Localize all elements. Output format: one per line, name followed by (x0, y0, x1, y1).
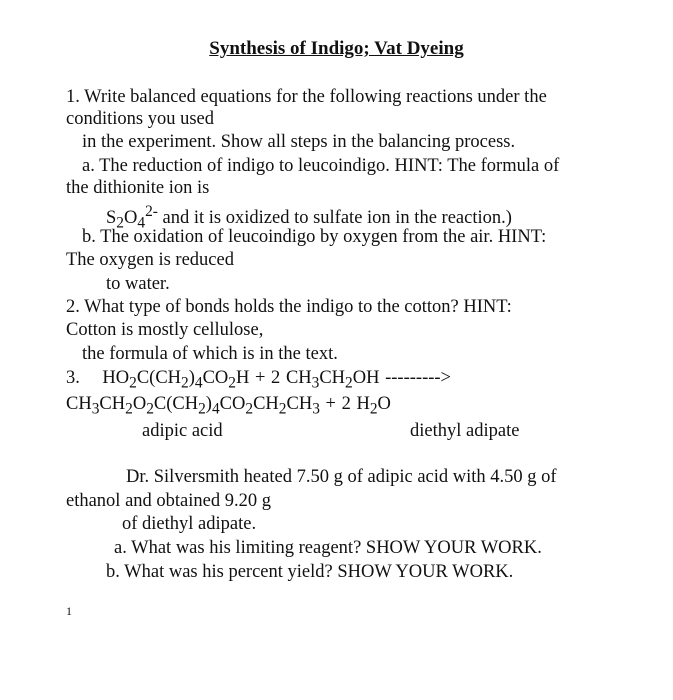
q1-line3: in the experiment. Show all steps in the balancing process. (82, 132, 516, 152)
page-number: 1 (66, 604, 72, 618)
q1-line2: conditions you used (66, 109, 214, 129)
diethyl-adipate-formula: $CH_3CH_2O_2C(CH_2)_4CO_2CH_2CH_3$ (66, 394, 320, 418)
q2-line1: 2. What type of bonds holds the indigo to the cotton? HINT: (66, 297, 512, 317)
q1-line1: 1. Write balanced equations for the following reactions under the (66, 87, 547, 107)
q1a-line2: the dithionite ion is (66, 178, 210, 198)
q1a-line1: a. The reduction of indigo to leucoindigo. HINT: The formula of (82, 156, 560, 176)
q3-para-line3: of diethyl adipate. (122, 514, 257, 534)
document-title: Synthesis of Indigo; Vat Dyeing (209, 38, 464, 59)
q3b: b. What was his percent yield? SHOW YOUR WORK. (106, 562, 514, 582)
adipic-acid-formula: $HO_2C(CH_2)_4CO_2H$ (102, 368, 250, 392)
q1b-line1: b. The oxidation of leucoindigo by oxygen from the air. HINT: (82, 227, 547, 247)
reaction-arrow: ---------> (385, 368, 451, 388)
q3-para-line1: Dr. Silversmith heated 7.50 g of adipic acid with 4.50 g of (126, 467, 557, 487)
ethanol-formula: $CH_3CH_2OH$ (285, 368, 380, 392)
q3-equation-reactants (66, 367, 451, 395)
dithionite-formula: $S_2O_4^{2-}$ (106, 203, 158, 232)
q2-line3: the formula of which is in the text. (82, 344, 338, 364)
label-diethyl-adipate: diethyl adipate (410, 421, 520, 441)
reactant-coefficient: + 2 (255, 368, 281, 388)
water-formula: $H_2O$ (356, 394, 391, 418)
q1a-line3-tail: and it is oxidized to sulfate ion in the reaction.) (162, 208, 512, 229)
q2-line2: Cotton is mostly cellulose, (66, 320, 264, 340)
q1b-line3: to water. (106, 274, 170, 294)
q3-para-line2: ethanol and obtained 9.20 g (66, 491, 271, 511)
q3-number: 3. (66, 368, 80, 388)
q1b-line2: The oxygen is reduced (66, 250, 234, 270)
q3-equation-products (66, 393, 391, 421)
q3a: a. What was his limiting reagent? SHOW YOUR WORK. (114, 538, 542, 558)
product-coefficient: + 2 (325, 394, 351, 414)
label-adipic-acid: adipic acid (142, 421, 223, 441)
